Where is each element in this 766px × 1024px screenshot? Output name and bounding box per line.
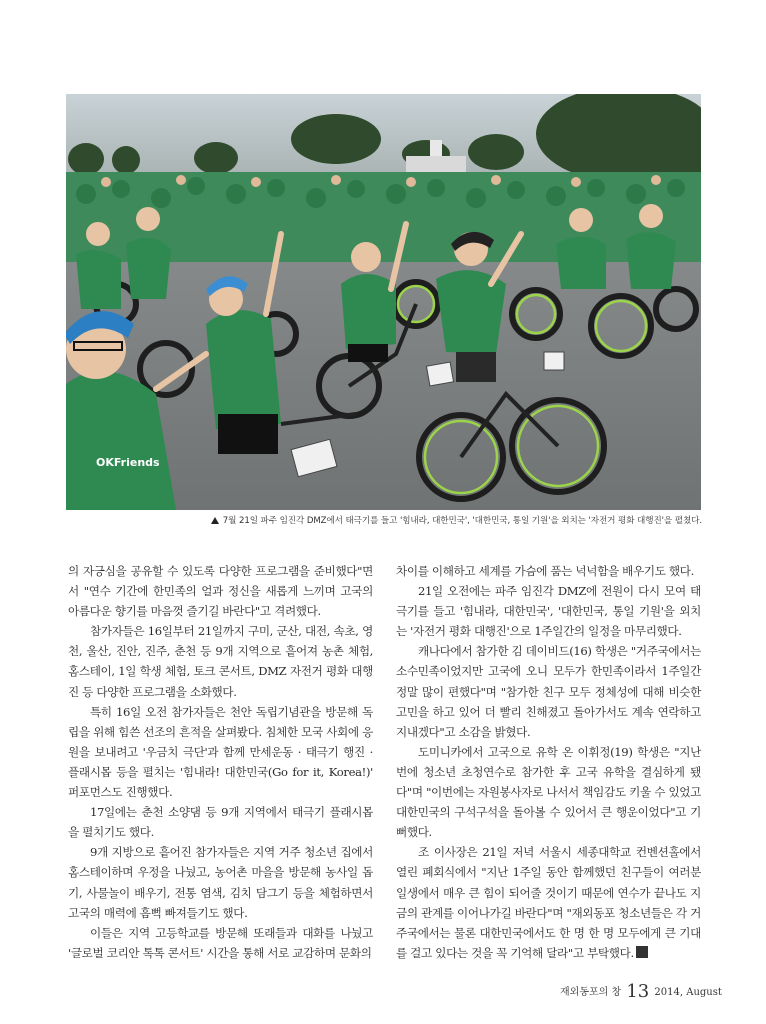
- article-column-right: [396, 561, 701, 963]
- issue-date: 2014, August: [654, 987, 722, 998]
- page-footer: [560, 981, 722, 1002]
- photo-caption-text: 7월 21일 파주 임진각 DMZ에서 태극기를 들고 '힘내라, 대한민국', '대한민국, 통일 기원'을 외치는 '자전거 평화 대행진'을 펼쳤다.: [222, 516, 702, 526]
- paragraph: 이들은 지역 고등학교를 방문해 또래들과 대화를 나눴고 '글로벌 코리안 톡톡 콘서트' 시간을 통해 서로 교감하며 문화의: [68, 925, 373, 960]
- paragraph: 참가자들은 16일부터 21일까지 구미, 군산, 대전, 속초, 영천, 울산, 진안, 진주, 춘천 등 9개 지역으로 흩어져 농촌 체험, 홈스테이, 1일 학생 체험, 토크 콘서트, DMZ 자전거 평화 대행진 등 다양한 프로그램을 소화했다.: [68, 624, 373, 699]
- paragraph-final: [396, 842, 701, 963]
- paragraph: 9개 지방으로 흩어진 참가자들은 지역 거주 청소년 집에서 홈스테이하며 우정을 나눴고, 농어촌 마을을 방문해 농사일 돕기, 사물놀이 배우기, 전통 염색, 김치 담그기 등을 체험하면서 고국의 매력에 흠뻑 빠져들기도 했다.: [68, 845, 373, 920]
- cyclists-photo-illustration: [66, 94, 701, 510]
- paragraph: 17일에는 춘천 소양댐 등 9개 지역에서 태극기 플래시몹을 펼치기도 했다.: [68, 805, 373, 840]
- paragraph: 캐나다에서 참가한 김 데이비드(16) 학생은 "거주국에서는 소수민족이었지만 고국에 오니 모두가 한민족이라서 1주일간 정말 많이 편했다"며 "참가한 친구 모두 정체성에 대해 비슷한 고민을 하고 있어 더 빨리 친해졌고 돌아가서도 계속 연락하고 지내겠다"고 소감을 밝혔다.: [396, 644, 701, 739]
- paragraph: 도미니카에서 고국으로 유학 온 이휘정(19) 학생은 "지난번에 청소년 초청연수로 참가한 후 고국 유학을 결심하게 됐다"며 "이번에는 자원봉사자로 나서서 책임감도 키울 수 있었고 대한민국의 구석구석을 돌아볼 수 있어서 큰 행운이었다"고 기뻐했다.: [396, 744, 701, 840]
- paragraph-final-text: 조 이사장은 21일 저녁 서울시 세종대학교 컨벤션홀에서 열린 폐회식에서 "지난 1주일 동안 함께했던 친구들이 여러분 일생에서 매우 큰 힘이 되어줄 것이기 때문에 연수가 끝나도 지금의 관계를 이어나가길 바란다"며 "재외동포 청소년들은 각 거주국에서는 물론 대한민국에서도 한 명 한 명 모두에게 큰 기대를 걸고 있다는 것을 꼭 기억해 달라"고 부탁했다.: [396, 845, 701, 960]
- photo-caption: [172, 514, 702, 526]
- paragraph: 의 자긍심을 공유할 수 있도록 다양한 프로그램을 준비했다"면서 "연수 기간에 한민족의 얼과 정신을 새롭게 느끼며 고국의 아름다운 향기를 마음껏 즐기길 바란다"고 격려했다.: [68, 564, 373, 619]
- article-column-left: [68, 561, 373, 963]
- shirt-logo-text: OKFriends: [96, 456, 160, 469]
- triangle-marker-icon: [211, 517, 219, 524]
- paragraph: 특히 16일 오전 참가자들은 천안 독립기념관을 방문해 독립을 위해 힘쓴 선조의 흔적을 살펴봤다. 침체한 모국 사회에 응원을 보내려고 '우금치 극단'과 함께 만세운동 · 태극기 행진 · 플래시몹 등을 펼치는 '힘내라! 대한민국(Go for it, Korea!)' 퍼포먼스도 진행했다.: [68, 704, 373, 800]
- paragraph: 차이를 이해하고 세계를 가슴에 품는 넉넉함을 배우기도 했다.: [396, 564, 694, 578]
- paragraph: 21일 오전에는 파주 임진각 DMZ에 전원이 다시 모여 태극기를 들고 '힘내라, 대한민국', '대한민국, 통일 기원'을 외치는 '자전거 평화 대행진'으로 1주일간의 일정을 마무리했다.: [396, 584, 701, 639]
- end-mark-icon: [636, 946, 648, 958]
- magazine-name: 재외동포의 창: [560, 987, 622, 998]
- page-number: 13: [626, 981, 650, 1002]
- event-photo: [66, 94, 701, 510]
